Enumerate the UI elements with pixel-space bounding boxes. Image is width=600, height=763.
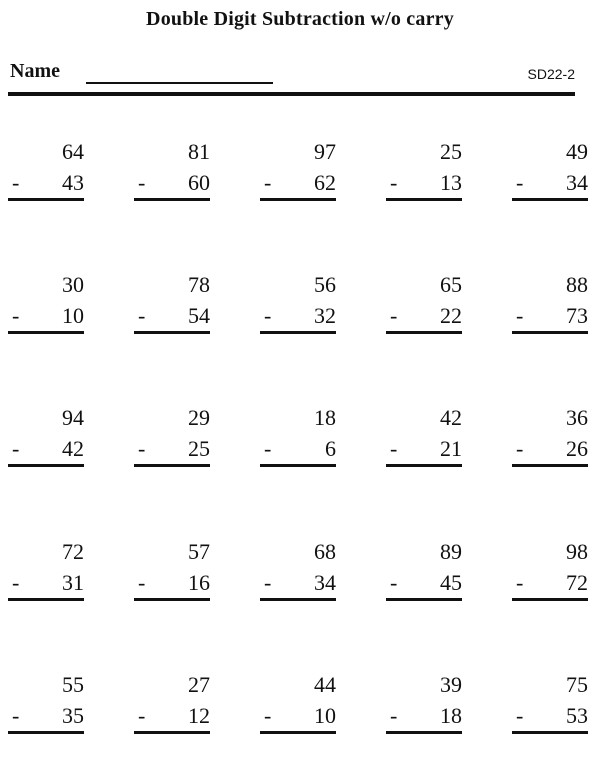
minus-sign: - (390, 703, 398, 728)
minus-sign: - (138, 436, 146, 461)
subtrahend: 18 (440, 703, 462, 728)
minus-sign: - (516, 436, 524, 461)
minuend: 18 (314, 405, 336, 430)
minuend: 98 (566, 539, 588, 564)
answer-line (260, 331, 336, 334)
answer-line (512, 198, 588, 201)
subtraction-problem (386, 271, 462, 337)
subtraction-problem (8, 271, 84, 337)
subtrahend-row (260, 302, 336, 330)
subtrahend: 34 (314, 570, 336, 595)
subtrahend-row (260, 702, 336, 730)
answer-line (134, 731, 210, 734)
subtraction-problem (386, 404, 462, 470)
subtrahend: 6 (325, 436, 336, 461)
header-rule (8, 92, 575, 96)
minuend: 27 (188, 672, 210, 697)
subtrahend-row (8, 702, 84, 730)
minus-sign: - (264, 170, 272, 195)
answer-line (134, 598, 210, 601)
minus-sign: - (12, 703, 20, 728)
answer-line (512, 731, 588, 734)
name-blank-line[interactable] (86, 82, 273, 84)
subtrahend-row (134, 169, 210, 197)
subtrahend-row (386, 169, 462, 197)
subtrahend-row (386, 435, 462, 463)
answer-line (260, 198, 336, 201)
minus-sign: - (12, 570, 20, 595)
subtrahend: 35 (62, 703, 84, 728)
minus-sign: - (516, 303, 524, 328)
subtraction-problem (260, 404, 336, 470)
subtrahend-row (512, 302, 588, 330)
subtraction-problem (8, 138, 84, 204)
answer-line (134, 331, 210, 334)
minus-sign: - (138, 170, 146, 195)
minus-sign: - (516, 703, 524, 728)
answer-line (386, 464, 462, 467)
answer-line (134, 198, 210, 201)
answer-line (260, 464, 336, 467)
minus-sign: - (390, 570, 398, 595)
subtrahend: 13 (440, 170, 462, 195)
subtrahend-row (386, 302, 462, 330)
subtrahend: 16 (188, 570, 210, 595)
minus-sign: - (138, 703, 146, 728)
minus-sign: - (264, 436, 272, 461)
subtrahend-row (386, 702, 462, 730)
answer-line (386, 198, 462, 201)
subtraction-problem (512, 671, 588, 737)
minuend: 88 (566, 272, 588, 297)
subtraction-problem (512, 138, 588, 204)
subtraction-problem (512, 538, 588, 604)
answer-line (8, 731, 84, 734)
subtrahend: 10 (62, 303, 84, 328)
minus-sign: - (516, 170, 524, 195)
answer-line (512, 598, 588, 601)
minuend: 57 (188, 539, 210, 564)
subtrahend-row (8, 569, 84, 597)
minuend: 65 (440, 272, 462, 297)
answer-line (134, 464, 210, 467)
answer-line (8, 598, 84, 601)
minus-sign: - (264, 570, 272, 595)
minus-sign: - (12, 170, 20, 195)
answer-line (8, 464, 84, 467)
subtraction-problem (134, 271, 210, 337)
subtrahend-row (260, 169, 336, 197)
subtrahend: 32 (314, 303, 336, 328)
minuend: 56 (314, 272, 336, 297)
answer-line (260, 598, 336, 601)
subtraction-problem (260, 671, 336, 737)
subtrahend-row (512, 702, 588, 730)
minus-sign: - (12, 436, 20, 461)
minuend: 94 (62, 405, 84, 430)
subtraction-problem (512, 404, 588, 470)
minuend: 89 (440, 539, 462, 564)
minuend: 44 (314, 672, 336, 697)
subtrahend: 73 (566, 303, 588, 328)
subtraction-problem (386, 538, 462, 604)
minus-sign: - (12, 303, 20, 328)
subtrahend-row (134, 702, 210, 730)
minuend: 97 (314, 139, 336, 164)
minuend: 25 (440, 139, 462, 164)
subtrahend: 34 (566, 170, 588, 195)
worksheet-code: SD22-2 (527, 66, 575, 82)
name-label: Name (10, 60, 60, 82)
minuend: 64 (62, 139, 84, 164)
subtrahend-row (512, 435, 588, 463)
minuend: 75 (566, 672, 588, 697)
answer-line (386, 731, 462, 734)
minuend: 72 (62, 539, 84, 564)
subtrahend-row (8, 302, 84, 330)
subtrahend: 62 (314, 170, 336, 195)
subtrahend-row (512, 169, 588, 197)
subtraction-problem (260, 138, 336, 204)
subtrahend-row (260, 569, 336, 597)
answer-line (8, 198, 84, 201)
minus-sign: - (390, 436, 398, 461)
subtrahend: 72 (566, 570, 588, 595)
subtrahend-row (134, 302, 210, 330)
subtraction-problem (134, 404, 210, 470)
subtrahend: 25 (188, 436, 210, 461)
subtraction-problem (260, 271, 336, 337)
answer-line (386, 331, 462, 334)
subtraction-problem (8, 671, 84, 737)
minus-sign: - (390, 303, 398, 328)
name-row (10, 60, 575, 88)
subtrahend: 60 (188, 170, 210, 195)
subtraction-problem (386, 671, 462, 737)
subtrahend-row (386, 569, 462, 597)
minus-sign: - (138, 303, 146, 328)
answer-line (260, 731, 336, 734)
subtraction-problem (8, 404, 84, 470)
minuend: 39 (440, 672, 462, 697)
subtrahend-row (512, 569, 588, 597)
subtraction-problem (134, 671, 210, 737)
minuend: 29 (188, 405, 210, 430)
minus-sign: - (390, 170, 398, 195)
minuend: 78 (188, 272, 210, 297)
minuend: 36 (566, 405, 588, 430)
subtrahend: 53 (566, 703, 588, 728)
answer-line (8, 331, 84, 334)
minuend: 81 (188, 139, 210, 164)
worksheet-title: Double Digit Subtraction w/o carry (146, 8, 454, 30)
answer-line (386, 598, 462, 601)
minuend: 68 (314, 539, 336, 564)
subtraction-problem (134, 538, 210, 604)
subtrahend-row (260, 435, 336, 463)
subtraction-problem (512, 271, 588, 337)
minus-sign: - (264, 303, 272, 328)
minuend: 49 (566, 139, 588, 164)
minuend: 30 (62, 272, 84, 297)
subtraction-problem (134, 138, 210, 204)
subtrahend: 10 (314, 703, 336, 728)
answer-line (512, 331, 588, 334)
subtrahend: 45 (440, 570, 462, 595)
minuend: 55 (62, 672, 84, 697)
subtrahend-row (134, 569, 210, 597)
subtrahend: 42 (62, 436, 84, 461)
subtraction-problem (260, 538, 336, 604)
subtrahend-row (8, 435, 84, 463)
subtrahend: 43 (62, 170, 84, 195)
minus-sign: - (138, 570, 146, 595)
minuend: 42 (440, 405, 462, 430)
subtrahend: 26 (566, 436, 588, 461)
subtraction-problem (8, 538, 84, 604)
subtrahend-row (8, 169, 84, 197)
subtrahend: 12 (188, 703, 210, 728)
subtrahend: 31 (62, 570, 84, 595)
minus-sign: - (516, 570, 524, 595)
answer-line (512, 464, 588, 467)
subtrahend: 54 (188, 303, 210, 328)
subtrahend: 22 (440, 303, 462, 328)
subtrahend-row (134, 435, 210, 463)
subtraction-problem (386, 138, 462, 204)
subtrahend: 21 (440, 436, 462, 461)
minus-sign: - (264, 703, 272, 728)
